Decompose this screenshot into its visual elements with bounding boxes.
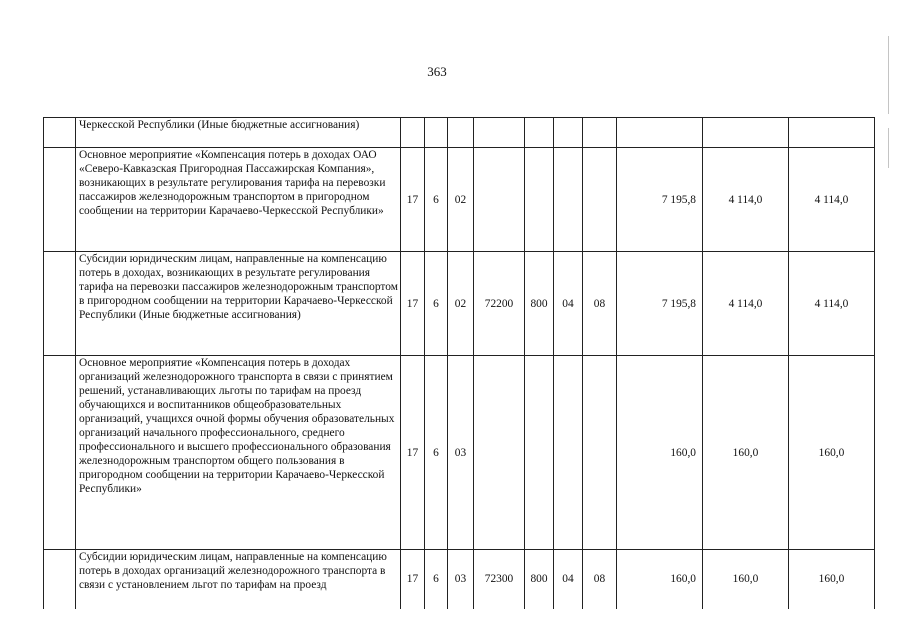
empty-cell <box>44 252 76 356</box>
code-cell: 17 <box>401 252 425 356</box>
code-cell: 72200 <box>474 252 525 356</box>
amount-cell: 160,0 <box>703 550 789 609</box>
code-cell <box>554 356 583 550</box>
code-cell: 17 <box>401 550 425 609</box>
code-cell: 08 <box>583 550 617 609</box>
code-cell: 6 <box>425 148 448 252</box>
code-cell: 17 <box>401 356 425 550</box>
code-cell <box>525 118 554 148</box>
code-cell <box>554 148 583 252</box>
code-cell: 17 <box>401 148 425 252</box>
amount-cell <box>703 118 789 148</box>
code-cell: 6 <box>425 356 448 550</box>
row-name: Основное мероприятие «Компенсация потерь в доходах организаций железнодорожного транспорта в связи с принятием решений, устанавливающих льготы по тарифам на проезд обучающихся и воспитанников общеобразовательных организаций, учащихся очной формы обучения образовательных организаций начального профессионального, среднего профессионального и высшего профессионального образования железнодорожным транспортом общего пользования в пригородном сообщении на территории Карачаево-Черкесской Республики» <box>76 356 401 550</box>
code-cell <box>583 118 617 148</box>
amount-cell: 4 114,0 <box>789 252 875 356</box>
table-row <box>44 252 875 356</box>
code-cell <box>583 148 617 252</box>
amount-cell: 4 114,0 <box>703 252 789 356</box>
amount-cell: 160,0 <box>617 356 703 550</box>
code-cell <box>525 148 554 252</box>
code-cell: 02 <box>448 148 474 252</box>
code-cell: 6 <box>425 252 448 356</box>
code-cell <box>583 356 617 550</box>
code-cell <box>525 356 554 550</box>
code-cell: 72300 <box>474 550 525 609</box>
amount-cell: 4 114,0 <box>703 148 789 252</box>
amount-cell: 160,0 <box>789 356 875 550</box>
code-cell <box>401 118 425 148</box>
budget-table <box>43 117 875 609</box>
code-cell: 800 <box>525 252 554 356</box>
row-name: Субсидии юридическим лицам, направленные на компенсацию потерь в доходах организаций железнодорожного транспорта в связи с установлением льгот по тарифам на проезд <box>76 550 401 609</box>
code-cell: 03 <box>448 550 474 609</box>
table-row <box>44 118 875 148</box>
code-cell <box>474 148 525 252</box>
amount-cell: 160,0 <box>703 356 789 550</box>
table-row <box>44 148 875 252</box>
code-cell: 04 <box>554 550 583 609</box>
scan-edge-mark <box>888 36 889 114</box>
page-number: 363 <box>427 64 447 79</box>
empty-cell <box>44 356 76 550</box>
code-cell <box>448 118 474 148</box>
amount-cell: 160,0 <box>617 550 703 609</box>
amount-cell: 160,0 <box>789 550 875 609</box>
table-row <box>44 356 875 550</box>
code-cell: 800 <box>525 550 554 609</box>
code-cell: 02 <box>448 252 474 356</box>
code-cell: 03 <box>448 356 474 550</box>
row-name: Субсидии юридическим лицам, направленные на компенсацию потерь в доходах, возникающих в результате регулирования тарифа на перевозки пассажиров железнодорожным транспортом в пригородном сообщении на территории Карачаево-Черкесской Республики (Иные бюджетные ассигнования) <box>76 252 401 356</box>
code-cell <box>474 118 525 148</box>
empty-cell <box>44 148 76 252</box>
code-cell <box>554 118 583 148</box>
scan-edge-mark <box>888 128 889 168</box>
amount-cell: 7 195,8 <box>617 148 703 252</box>
empty-cell <box>44 118 76 148</box>
code-cell <box>474 356 525 550</box>
row-name: Черкесской Республики (Иные бюджетные ассигнования) <box>76 118 401 148</box>
amount-cell <box>789 118 875 148</box>
empty-cell <box>44 550 76 609</box>
amount-cell <box>617 118 703 148</box>
code-cell: 6 <box>425 550 448 609</box>
row-name: Основное мероприятие «Компенсация потерь в доходах ОАО «Северо-Кавказская Пригородная Пассажирская Компания», возникающих в результате регулирования тарифа на перевозки пассажиров железнодорожным транспортом в пригородном сообщении на территории Карачаево-Черкесской Республики» <box>76 148 401 252</box>
code-cell: 04 <box>554 252 583 356</box>
amount-cell: 4 114,0 <box>789 148 875 252</box>
code-cell: 08 <box>583 252 617 356</box>
table-row <box>44 550 875 609</box>
amount-cell: 7 195,8 <box>617 252 703 356</box>
code-cell <box>425 118 448 148</box>
